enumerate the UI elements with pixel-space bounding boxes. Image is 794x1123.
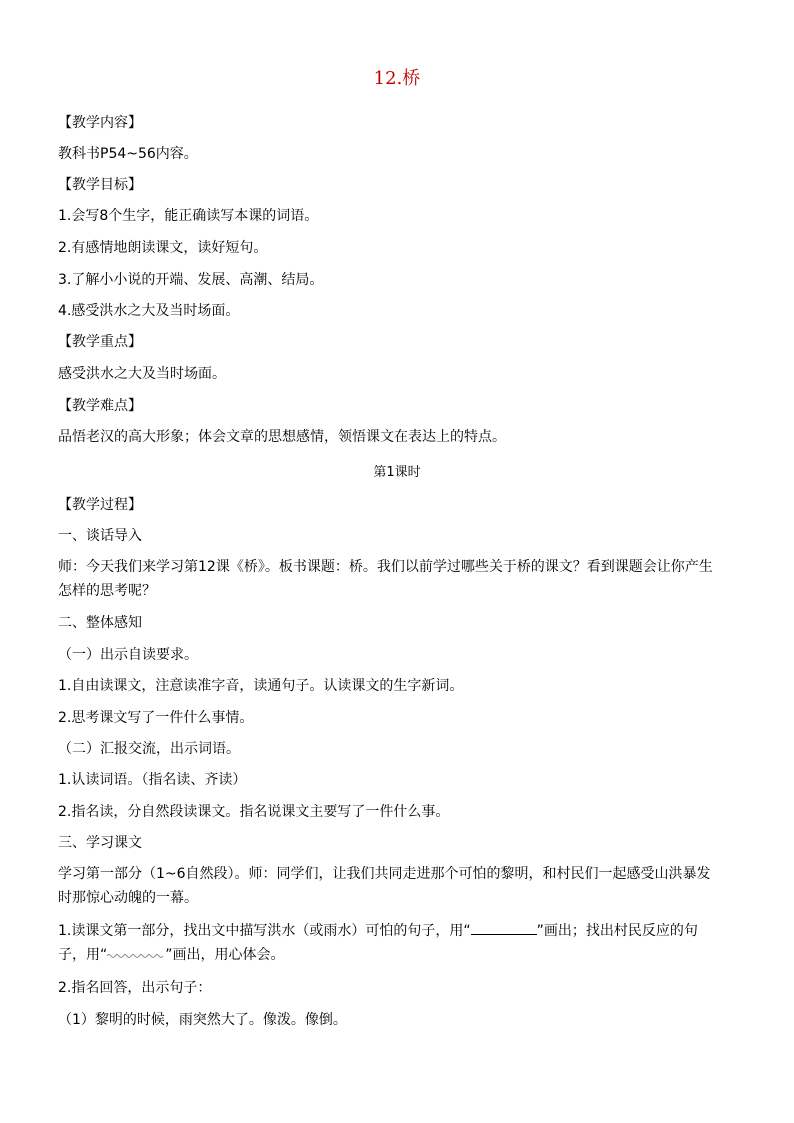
subsection-heading: （二）汇报交流，出示词语。 xyxy=(58,741,240,757)
task1-paragraph xyxy=(58,919,718,967)
task2-text: 2.指名回答，出示句子： xyxy=(58,980,212,996)
goal-item: 1.会写8个生字，能正确读写本课的词语。 xyxy=(58,208,319,224)
task1-text-b: ”画出；找出村民反应的句子，用“ xyxy=(58,923,698,963)
process-heading: 【教学过程】 xyxy=(58,497,142,513)
subsection-heading: （一）出示自读要求。 xyxy=(58,647,198,663)
task1-text-a: 1.读课文第一部分，找出文中描写洪水（或雨水）可怕的句子，用“ xyxy=(58,923,471,939)
key-text: 感受洪水之大及当时场面。 xyxy=(58,366,226,382)
goal-item: 2.有感情地朗读课文，读好短句。 xyxy=(58,240,268,256)
goals-heading: 【教学目标】 xyxy=(58,177,142,193)
intro-paragraph: 师：今天我们来学习第12课《桥》。板书课题：桥。我们以前学过哪些关于桥的课文？看到课题会让你产生怎样的思考呢？ xyxy=(58,559,713,599)
lesson-label: 第1课时 xyxy=(373,465,421,480)
list-item: 2.思考课文写了一件什么事情。 xyxy=(58,710,254,726)
goal-item: 4.感受洪水之大及当时场面。 xyxy=(58,303,240,319)
content-text: 教科书P54~56内容。 xyxy=(58,146,198,162)
sentence-item: （1）黎明的时候，雨突然大了。像泼。像倒。 xyxy=(58,1012,347,1028)
content-heading: 【教学内容】 xyxy=(58,115,142,131)
section-heading: 一、谈话导入 xyxy=(58,528,142,544)
wavy-underline-mark xyxy=(107,947,165,959)
section-heading: 三、学习课文 xyxy=(58,835,142,851)
list-item: 1.认读词语。（指名读、齐读） xyxy=(58,772,247,788)
section-heading: 二、整体感知 xyxy=(58,615,142,631)
study-paragraph: 学习第一部分（1~6自然段）。师：同学们，让我们共同走进那个可怕的黎明，和村民们一起感受山洪暴发时那惊心动魄的一幕。 xyxy=(58,866,711,906)
key-heading: 【教学重点】 xyxy=(58,334,142,350)
difficulty-heading: 【教学难点】 xyxy=(58,398,142,414)
list-item: 1.自由读课文，注意读准字音，读通句子。认读课文的生字新词。 xyxy=(58,678,464,694)
difficulty-text: 品悟老汉的高大形象；体会文章的思想感情，领悟课文在表达上的特点。 xyxy=(58,429,506,445)
goal-item: 3.了解小小说的开端、发展、高潮、结局。 xyxy=(58,272,324,288)
task1-text-c: ”画出，用心体会。 xyxy=(165,947,285,963)
list-item: 2.指名读，分自然段读课文。指名说课文主要写了一件什么事。 xyxy=(58,804,450,820)
page-title: 12.桥 xyxy=(373,68,421,89)
straight-underline-mark xyxy=(471,922,537,935)
